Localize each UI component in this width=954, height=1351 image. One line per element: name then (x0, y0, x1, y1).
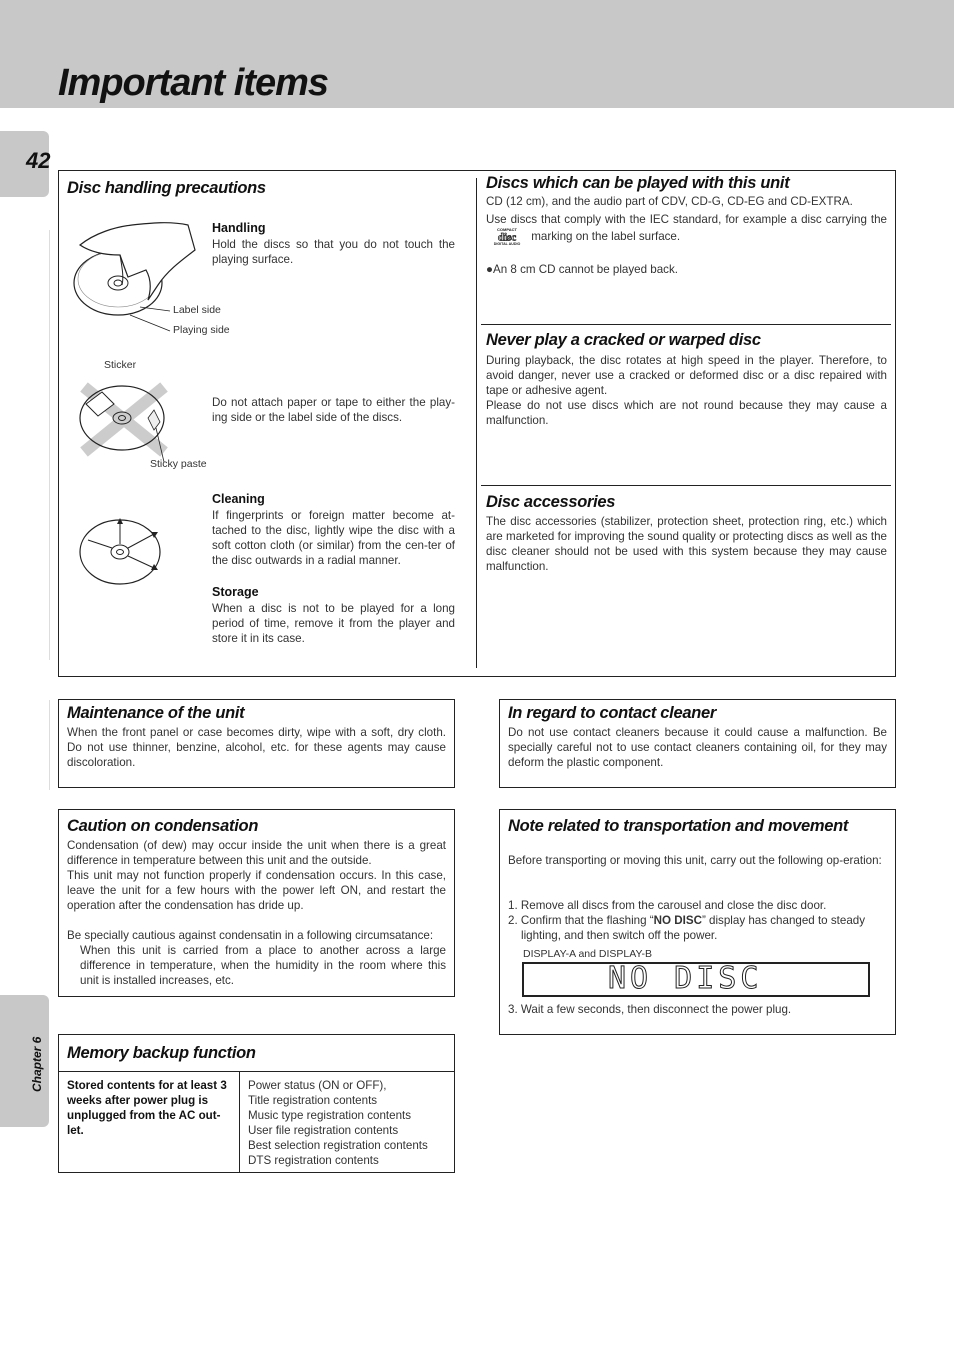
page-number: 42 (26, 148, 51, 173)
section-title-disc-handling: Disc handling precautions (67, 179, 266, 197)
attach-warning-text: Do not attach paper or tape to either the play-ing side or the label side of the discs. (212, 396, 455, 424)
cracked-disc-text: During playback, the disc rotates at high speed in the player. Therefore, to avoid danger, never use a cracked or deformed disc or a disc repaired with tape or adhesive agent. (486, 354, 887, 397)
memory-backup-item: User file registration contents (248, 1124, 399, 1137)
memory-backup-item: DTS registration contents (248, 1154, 379, 1167)
margin-line (49, 700, 50, 790)
lcd-display (522, 962, 870, 997)
playable-discs-line2: Use discs that comply with the IEC standard, for example a disc carrying the COMPACT disc DIGITAL AUDIO marking on the label surface. (486, 213, 887, 246)
section-title-disc-accessories: Disc accessories (486, 493, 616, 511)
playable-discs-line1: CD (12 cm), and the audio part of CDV, CD-G, CD-EG and CD-EXTRA. (486, 195, 853, 208)
section-title-maintenance: Maintenance of the unit (67, 704, 245, 722)
storage-text: When a disc is not to be played for a long period of time, remove it from the player and store it in its case. (212, 602, 455, 645)
transport-step2: 2. Confirm that the flashing “NO DISC” display has changed to steady (508, 914, 866, 927)
table-column-divider (239, 1071, 240, 1173)
disc-with-sticker-illustration (76, 372, 176, 462)
storage-subtitle: Storage (212, 585, 259, 599)
logo-bottom-text: DIGITAL AUDIO (493, 242, 521, 246)
label-side-caption: Label side (173, 304, 221, 316)
condensation-p1: Condensation (of dew) may occur inside the unit when there is a great difference in temperature between this unit and the outside. (67, 839, 446, 867)
transport-step1: 1. Remove all discs from the carousel and close the disc door. (508, 899, 827, 912)
memory-backup-item: Power status (ON or OFF), (248, 1079, 387, 1092)
sticky-paste-caption: Sticky paste (150, 458, 207, 470)
lcd-display-text: NO DISC (608, 961, 763, 996)
condensation-p3: Be specially cautious against condensatin in a following circumsatance: (67, 929, 434, 942)
logo-top-text: COMPACT (497, 227, 517, 232)
transport-intro: Before transporting or moving this unit, carry out the following op-eration: (508, 854, 882, 867)
memory-backup-item: Best selection registration contents (248, 1139, 428, 1152)
transport-step3: 3. Wait a few seconds, then disconnect the power plug. (508, 1003, 792, 1016)
hand-holding-disc-illustration (70, 215, 210, 340)
bullet-icon: ● (486, 263, 494, 276)
display-label: DISPLAY-A and DISPLAY-B (523, 948, 652, 960)
contact-cleaner-text: Do not use contact cleaners because it could cause a malfunction. Be specially careful not to use contact cleaners containing oil, for they may deform the plastic component. (508, 726, 887, 769)
sticker-caption: Sticker (104, 359, 137, 371)
table-divider (58, 1071, 455, 1072)
transport-step2-cont: lighting, and then switch off the power. (521, 929, 718, 942)
disc-cleaning-illustration (76, 512, 166, 588)
maintenance-text: When the front panel or case becomes dirty, wipe with a soft, dry cloth. Do not use thinner, benzine, alcohol, etc. for these agents may cause discoloration. (67, 726, 446, 769)
section-title-memory-backup: Memory backup function (67, 1044, 256, 1062)
cleaning-text: If fingerprints or foreign matter become at-tached to the disc, lightly wipe the disc with a soft cotton cloth (or similar) from the cen-ter of the disc outwards in a radial manner. (212, 509, 455, 567)
column-divider (476, 178, 477, 668)
memory-backup-condition: Stored contents for at least 3 weeks after power plug is unplugged from the AC out-let. (67, 1079, 227, 1137)
section-title-condensation: Caution on condensation (67, 817, 259, 835)
section-title-playable-discs: Discs which can be played with this unit (486, 174, 790, 192)
compact-disc-logo-icon (488, 226, 526, 246)
logo-main-text: disc (497, 231, 517, 244)
divider (481, 324, 891, 325)
condensation-p4: When this unit is carried from a place to another across a large difference in temperature, when the humidity in the room where this unit is installed increases, etc. (80, 944, 446, 987)
playing-side-caption: Playing side (173, 324, 230, 336)
cleaning-subtitle: Cleaning (212, 492, 265, 506)
compact-disc-logo (488, 226, 526, 246)
memory-backup-item: Title registration contents (248, 1094, 378, 1107)
playable-discs-note: ●An 8 cm CD cannot be played back. (486, 263, 678, 276)
condensation-p2: This unit may not function properly if condensation occurs. In this case, leave the unit for a few hours with the power left ON, and restart the operation after the condensation has dride up. (67, 869, 446, 912)
handling-subtitle: Handling (212, 221, 266, 235)
section-title-cracked-disc: Never play a cracked or warped disc (486, 331, 761, 349)
page-title: Important items (58, 62, 329, 104)
cracked-disc-text2: Please do not use discs which are not round because they may cause a malfunction. (486, 399, 887, 427)
section-title-transport: Note related to transportation and movement (508, 817, 849, 835)
disc-accessories-text: The disc accessories (stabilizer, protection sheet, protection ring, etc.) which are marketed for improving the sound quality or protecting discs as well as the disc cleaner should not be used with this system because they may cause malfunction. (486, 515, 887, 573)
section-title-contact-cleaner: In regard to contact cleaner (508, 704, 716, 722)
chapter-label: Chapter 6 (30, 1036, 44, 1092)
memory-backup-item: Music type registration contents (248, 1109, 412, 1122)
handling-text: Hold the discs so that you do not touch the playing surface. (212, 238, 455, 266)
memory-backup-list (248, 1078, 448, 1168)
margin-line (49, 230, 50, 660)
divider (481, 485, 891, 486)
